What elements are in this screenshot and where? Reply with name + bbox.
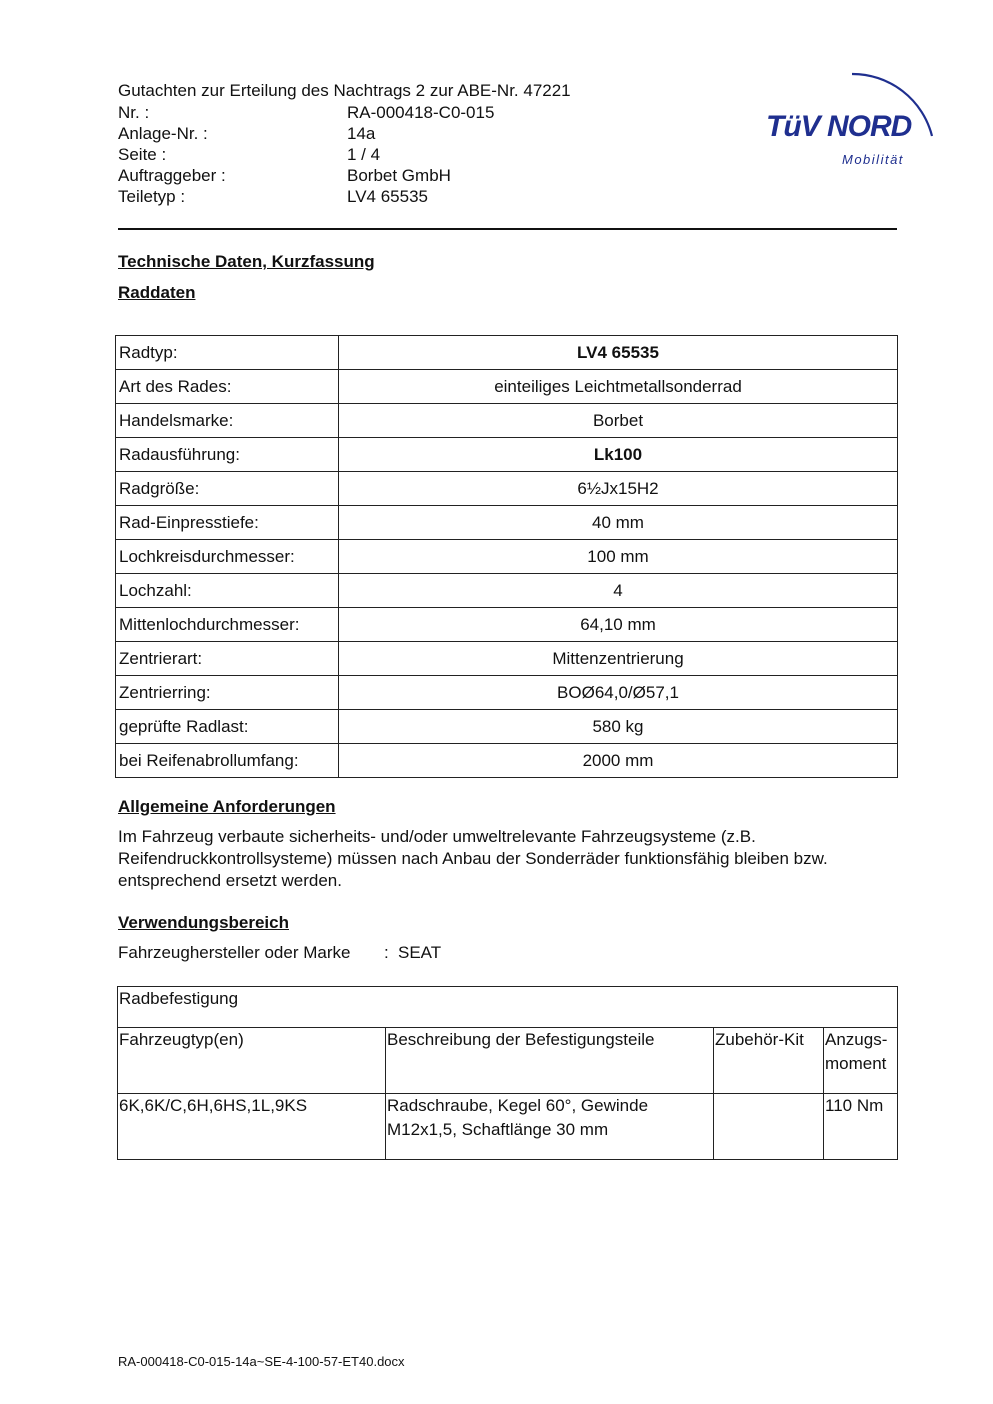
befestigung-header-cell: Beschreibung der Befestigungsteile	[386, 1028, 714, 1094]
raddaten-value: 40 mm	[339, 506, 898, 540]
befestigung-data-row	[118, 1094, 898, 1160]
tech-heading: Technische Daten, Kurzfassung	[118, 252, 375, 271]
raddaten-label: geprüfte Radlast:	[116, 710, 339, 744]
manufacturer-row	[118, 943, 442, 963]
raddaten-label: Rad-Einpresstiefe:	[116, 506, 339, 540]
header-value: RA-000418-C0-015	[347, 103, 495, 122]
raddaten-row	[116, 744, 898, 778]
befestigung-cell: Radschraube, Kegel 60°, Gewinde M12x1,5, Schaftlänge 30 mm	[386, 1094, 714, 1160]
header-value: 1 / 4	[347, 145, 381, 164]
raddaten-row	[116, 336, 898, 370]
footer-filename: RA-000418-C0-015-14a~SE-4-100-57-ET40.docx	[118, 1354, 405, 1369]
befestigung-header-cell: Zubehör-Kit	[714, 1028, 824, 1094]
header-label: Anlage-Nr. :	[118, 124, 208, 143]
header-label: Seite :	[118, 145, 167, 164]
manufacturer-sep: :	[384, 943, 389, 962]
raddaten-value: Borbet	[339, 404, 898, 438]
raddaten-row	[116, 574, 898, 608]
raddaten-row	[116, 472, 898, 506]
header-label: Nr. :	[118, 103, 150, 122]
raddaten-value: Mittenzentrierung	[339, 642, 898, 676]
logo-subtitle: Mobilität	[842, 152, 904, 167]
raddaten-value: 64,10 mm	[339, 608, 898, 642]
befestigung-table	[117, 986, 898, 1160]
header-divider	[118, 228, 897, 230]
raddaten-row	[116, 370, 898, 404]
raddaten-heading: Raddaten	[118, 283, 196, 302]
raddaten-value: 100 mm	[339, 540, 898, 574]
raddaten-label: Radausführung:	[116, 438, 339, 472]
raddaten-label: Radgröße:	[116, 472, 339, 506]
raddaten-label: Lochkreisdurchmesser:	[116, 540, 339, 574]
raddaten-label: Radtyp:	[116, 336, 339, 370]
header-label: Teiletyp :	[118, 187, 186, 206]
raddaten-label: Mittenlochdurchmesser:	[116, 608, 339, 642]
raddaten-table	[115, 335, 898, 778]
raddaten-value: BOØ64,0/Ø57,1	[339, 676, 898, 710]
raddaten-row	[116, 676, 898, 710]
befestigung-header-cell: Fahrzeugtyp(en)	[118, 1028, 386, 1094]
raddaten-label: Zentrierart:	[116, 642, 339, 676]
raddaten-value: Lk100	[339, 438, 898, 472]
raddaten-row	[116, 608, 898, 642]
raddaten-row	[116, 438, 898, 472]
befestigung-cell: 110 Nm	[824, 1094, 898, 1160]
raddaten-value: 580 kg	[339, 710, 898, 744]
befestigung-cell	[714, 1094, 824, 1160]
tuev-nord-logo	[760, 56, 950, 174]
manufacturer-value: SEAT	[398, 943, 442, 962]
manufacturer-label: Fahrzeughersteller oder Marke	[118, 943, 351, 962]
allgemein-heading: Allgemeine Anforderungen	[118, 797, 336, 816]
befestigung-cell: 6K,6K/C,6H,6HS,1L,9KS	[118, 1094, 386, 1160]
raddaten-label: bei Reifenabrollumfang:	[116, 744, 339, 778]
befestigung-header-cell: Anzugs- moment	[824, 1028, 898, 1094]
raddaten-value: 2000 mm	[339, 744, 898, 778]
verwendung-heading: Verwendungsbereich	[118, 913, 289, 932]
raddaten-row	[116, 506, 898, 540]
header-value: LV4 65535	[347, 187, 428, 206]
header-label: Auftraggeber :	[118, 166, 226, 185]
raddaten-value: LV4 65535	[339, 336, 898, 370]
raddaten-label: Zentrierring:	[116, 676, 339, 710]
header-value: 14a	[347, 124, 376, 143]
raddaten-value: 6½Jx15H2	[339, 472, 898, 506]
raddaten-row	[116, 710, 898, 744]
befestigung-title: Radbefestigung	[118, 987, 898, 1028]
document-title: Gutachten zur Erteilung des Nachtrags 2 zur ABE-Nr. 47221	[118, 81, 571, 100]
logo-graphic	[760, 56, 950, 174]
raddaten-value: 4	[339, 574, 898, 608]
allgemein-text: Im Fahrzeug verbaute sicherheits- und/oder umweltrelevante Fahrzeugsysteme (z.B. Reifendruckkontrollsysteme) müssen nach Anbau der Sonderräder funktionsfähig bleiben bzw. entsprechend ersetzt werden.	[118, 827, 828, 890]
raddaten-label: Handelsmarke:	[116, 404, 339, 438]
raddaten-label: Art des Rades:	[116, 370, 339, 404]
raddaten-row	[116, 642, 898, 676]
raddaten-row	[116, 404, 898, 438]
raddaten-label: Lochzahl:	[116, 574, 339, 608]
logo-brand: TüV NORD	[766, 110, 912, 143]
raddaten-row	[116, 540, 898, 574]
raddaten-value: einteiliges Leichtmetallsonderrad	[339, 370, 898, 404]
befestigung-header-row	[118, 1028, 898, 1094]
header-value: Borbet GmbH	[347, 166, 451, 185]
